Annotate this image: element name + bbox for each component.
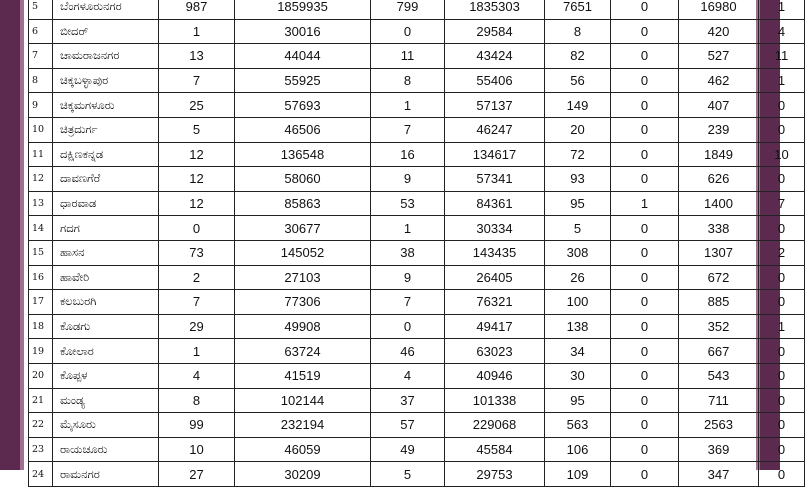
cell-c5: 82	[545, 44, 611, 69]
cell-c2: 46059	[235, 437, 371, 462]
cell-c1: 4	[159, 363, 235, 388]
cell-c7: 626	[679, 167, 759, 192]
cell-c8: 1	[759, 68, 805, 93]
cell-c6: 0	[611, 339, 679, 364]
cell-c6: 1	[611, 191, 679, 216]
district-name: ಬೆಂಗಳೂರುನಗರ	[53, 0, 159, 19]
cell-c1: 25	[159, 93, 235, 118]
cell-c2: 58060	[235, 167, 371, 192]
cell-c8: 1	[759, 0, 805, 19]
cell-c3: 11	[371, 44, 445, 69]
serial-number: 11	[29, 142, 53, 167]
cell-c5: 109	[545, 462, 611, 487]
cell-c5: 26	[545, 265, 611, 290]
frame-left-border	[0, 0, 20, 470]
serial-number: 15	[29, 240, 53, 265]
cell-c4: 40946	[445, 363, 545, 388]
cell-c6: 0	[611, 142, 679, 167]
cell-c4: 57137	[445, 93, 545, 118]
cell-c3: 799	[371, 0, 445, 19]
cell-c1: 27	[159, 462, 235, 487]
cell-c2: 63724	[235, 339, 371, 364]
serial-number: 24	[29, 462, 53, 487]
cell-c2: 232194	[235, 413, 371, 438]
cell-c3: 9	[371, 265, 445, 290]
table-row	[29, 339, 805, 364]
cell-c8: 0	[759, 363, 805, 388]
cell-c8: 7	[759, 191, 805, 216]
cell-c2: 102144	[235, 388, 371, 413]
cell-c6: 0	[611, 437, 679, 462]
cell-c7: 667	[679, 339, 759, 364]
cell-c3: 46	[371, 339, 445, 364]
cell-c3: 4	[371, 363, 445, 388]
serial-number: 23	[29, 437, 53, 462]
cell-c8: 0	[759, 339, 805, 364]
cell-c1: 8	[159, 388, 235, 413]
district-name: ಚಾಮರಾಜನಗರ	[53, 44, 159, 69]
cell-c1: 7	[159, 290, 235, 315]
cell-c5: 93	[545, 167, 611, 192]
serial-number: 10	[29, 117, 53, 142]
district-name: ಬೀದರ್	[53, 19, 159, 44]
cell-c7: 672	[679, 265, 759, 290]
district-name: ಮಂಡ್ಯ	[53, 388, 159, 413]
cell-c4: 26405	[445, 265, 545, 290]
cell-c6: 0	[611, 413, 679, 438]
cell-c4: 76321	[445, 290, 545, 315]
cell-c5: 56	[545, 68, 611, 93]
cell-c3: 16	[371, 142, 445, 167]
cell-c3: 5	[371, 462, 445, 487]
serial-number: 22	[29, 413, 53, 438]
cell-c8: 11	[759, 44, 805, 69]
cell-c4: 1835303	[445, 0, 545, 19]
cell-c2: 57693	[235, 93, 371, 118]
cell-c8: 4	[759, 19, 805, 44]
cell-c1: 73	[159, 240, 235, 265]
cell-c4: 84361	[445, 191, 545, 216]
cell-c6: 0	[611, 68, 679, 93]
table-row	[29, 363, 805, 388]
cell-c6: 0	[611, 167, 679, 192]
cell-c1: 1	[159, 339, 235, 364]
cell-c3: 37	[371, 388, 445, 413]
cell-c2: 136548	[235, 142, 371, 167]
cell-c6: 0	[611, 240, 679, 265]
cell-c5: 5	[545, 216, 611, 241]
table-row	[29, 19, 805, 44]
cell-c8: 0	[759, 437, 805, 462]
district-name: ಹಾಸನ	[53, 240, 159, 265]
district-name: ಹಾವೇರಿ	[53, 265, 159, 290]
cell-c2: 30677	[235, 216, 371, 241]
cell-c3: 38	[371, 240, 445, 265]
cell-c5: 100	[545, 290, 611, 315]
cell-c1: 29	[159, 314, 235, 339]
cell-c4: 43424	[445, 44, 545, 69]
cell-c1: 12	[159, 191, 235, 216]
cell-c2: 49908	[235, 314, 371, 339]
cell-c1: 2	[159, 265, 235, 290]
serial-number: 20	[29, 363, 53, 388]
cell-c7: 885	[679, 290, 759, 315]
cell-c8: 0	[759, 462, 805, 487]
serial-number: 5	[29, 0, 53, 19]
table-row	[29, 265, 805, 290]
cell-c2: 30016	[235, 19, 371, 44]
serial-number: 16	[29, 265, 53, 290]
table-row	[29, 240, 805, 265]
cell-c3: 7	[371, 117, 445, 142]
cell-c5: 7651	[545, 0, 611, 19]
cell-c2: 145052	[235, 240, 371, 265]
serial-number: 21	[29, 388, 53, 413]
cell-c7: 1400	[679, 191, 759, 216]
table-row	[29, 462, 805, 487]
cell-c5: 95	[545, 388, 611, 413]
district-name: ರಾಯಚೂರು	[53, 437, 159, 462]
cell-c5: 138	[545, 314, 611, 339]
cell-c1: 5	[159, 117, 235, 142]
serial-number: 12	[29, 167, 53, 192]
cell-c5: 8	[545, 19, 611, 44]
cell-c6: 0	[611, 0, 679, 19]
cell-c1: 7	[159, 68, 235, 93]
cell-c5: 72	[545, 142, 611, 167]
cell-c7: 543	[679, 363, 759, 388]
cell-c2: 85863	[235, 191, 371, 216]
table-row	[29, 44, 805, 69]
cell-c2: 55925	[235, 68, 371, 93]
cell-c5: 34	[545, 339, 611, 364]
cell-c4: 134617	[445, 142, 545, 167]
cell-c2: 27103	[235, 265, 371, 290]
cell-c2: 41519	[235, 363, 371, 388]
cell-c3: 7	[371, 290, 445, 315]
table-row	[29, 388, 805, 413]
cell-c1: 10	[159, 437, 235, 462]
district-name: ಚಿಕ್ಕಬಳ್ಳಾಪುರ	[53, 68, 159, 93]
cell-c5: 308	[545, 240, 611, 265]
serial-number: 9	[29, 93, 53, 118]
cell-c6: 0	[611, 19, 679, 44]
district-name: ಗದಗ	[53, 216, 159, 241]
cell-c8: 0	[759, 290, 805, 315]
cell-c6: 0	[611, 265, 679, 290]
cell-c6: 0	[611, 117, 679, 142]
cell-c8: 0	[759, 93, 805, 118]
table-row	[29, 413, 805, 438]
cell-c8: 0	[759, 265, 805, 290]
serial-number: 17	[29, 290, 53, 315]
serial-number: 19	[29, 339, 53, 364]
cell-c4: 101338	[445, 388, 545, 413]
cell-c6: 0	[611, 290, 679, 315]
cell-c1: 12	[159, 142, 235, 167]
frame-left-border-inner	[20, 0, 24, 470]
table-row	[29, 68, 805, 93]
cell-c4: 229068	[445, 413, 545, 438]
serial-number: 6	[29, 19, 53, 44]
cell-c7: 527	[679, 44, 759, 69]
cell-c5: 20	[545, 117, 611, 142]
table-row	[29, 0, 805, 19]
district-name: ರಾಮನಗರ	[53, 462, 159, 487]
cell-c7: 239	[679, 117, 759, 142]
cell-c7: 462	[679, 68, 759, 93]
cell-c3: 53	[371, 191, 445, 216]
cell-c4: 143435	[445, 240, 545, 265]
cell-c4: 57341	[445, 167, 545, 192]
cell-c1: 987	[159, 0, 235, 19]
cell-c8: 0	[759, 216, 805, 241]
cell-c5: 563	[545, 413, 611, 438]
cell-c2: 77306	[235, 290, 371, 315]
cell-c8: 0	[759, 117, 805, 142]
table-body	[29, 0, 805, 486]
cell-c7: 711	[679, 388, 759, 413]
district-name: ಕೊಪ್ಪಳ	[53, 363, 159, 388]
cell-c6: 0	[611, 93, 679, 118]
serial-number: 14	[29, 216, 53, 241]
cell-c2: 44044	[235, 44, 371, 69]
cell-c5: 106	[545, 437, 611, 462]
cell-c5: 95	[545, 191, 611, 216]
serial-number: 7	[29, 44, 53, 69]
table-row	[29, 93, 805, 118]
cell-c3: 49	[371, 437, 445, 462]
cell-c3: 0	[371, 314, 445, 339]
cell-c3: 1	[371, 93, 445, 118]
table-row	[29, 290, 805, 315]
table-row	[29, 437, 805, 462]
cell-c7: 347	[679, 462, 759, 487]
cell-c4: 30334	[445, 216, 545, 241]
cell-c3: 8	[371, 68, 445, 93]
district-data-table	[28, 0, 805, 487]
cell-c7: 2563	[679, 413, 759, 438]
table-row	[29, 216, 805, 241]
cell-c8: 0	[759, 167, 805, 192]
cell-c3: 57	[371, 413, 445, 438]
district-name: ಧಾರವಾಡ	[53, 191, 159, 216]
district-name: ದಾವಣಗೆರೆ	[53, 167, 159, 192]
cell-c1: 0	[159, 216, 235, 241]
cell-c6: 0	[611, 462, 679, 487]
cell-c1: 1	[159, 19, 235, 44]
district-name: ಚಿತ್ರದುರ್ಗ	[53, 117, 159, 142]
cell-c4: 63023	[445, 339, 545, 364]
cell-c7: 369	[679, 437, 759, 462]
cell-c2: 46506	[235, 117, 371, 142]
table-row	[29, 314, 805, 339]
cell-c1: 13	[159, 44, 235, 69]
cell-c6: 0	[611, 363, 679, 388]
district-name: ಕೋಲಾರ	[53, 339, 159, 364]
cell-c8: 0	[759, 388, 805, 413]
cell-c4: 55406	[445, 68, 545, 93]
cell-c3: 9	[371, 167, 445, 192]
serial-number: 8	[29, 68, 53, 93]
cell-c4: 45584	[445, 437, 545, 462]
table-row	[29, 117, 805, 142]
cell-c6: 0	[611, 314, 679, 339]
cell-c4: 46247	[445, 117, 545, 142]
cell-c4: 29584	[445, 19, 545, 44]
table-row	[29, 142, 805, 167]
cell-c8: 2	[759, 240, 805, 265]
cell-c2: 30209	[235, 462, 371, 487]
cell-c4: 49417	[445, 314, 545, 339]
cell-c7: 1307	[679, 240, 759, 265]
cell-c7: 420	[679, 19, 759, 44]
cell-c5: 30	[545, 363, 611, 388]
cell-c6: 0	[611, 44, 679, 69]
cell-c1: 99	[159, 413, 235, 438]
cell-c7: 407	[679, 93, 759, 118]
serial-number: 13	[29, 191, 53, 216]
district-name: ಮೈಸೂರು	[53, 413, 159, 438]
district-name: ಕಲಬುರಗಿ	[53, 290, 159, 315]
cell-c7: 338	[679, 216, 759, 241]
cell-c8: 1	[759, 314, 805, 339]
cell-c7: 352	[679, 314, 759, 339]
cell-c7: 1849	[679, 142, 759, 167]
district-name: ದಕ್ಷಿಣಕನ್ನಡ	[53, 142, 159, 167]
cell-c3: 0	[371, 19, 445, 44]
district-name: ಚಿಕ್ಕಮಗಳೂರು	[53, 93, 159, 118]
cell-c6: 0	[611, 388, 679, 413]
serial-number: 18	[29, 314, 53, 339]
cell-c4: 29753	[445, 462, 545, 487]
district-name: ಕೊಡಗು	[53, 314, 159, 339]
table-row	[29, 191, 805, 216]
cell-c8: 10	[759, 142, 805, 167]
cell-c3: 1	[371, 216, 445, 241]
cell-c6: 0	[611, 216, 679, 241]
cell-c8: 0	[759, 413, 805, 438]
table-row	[29, 167, 805, 192]
cell-c5: 149	[545, 93, 611, 118]
cell-c2: 1859935	[235, 0, 371, 19]
cell-c7: 16980	[679, 0, 759, 19]
cell-c1: 12	[159, 167, 235, 192]
